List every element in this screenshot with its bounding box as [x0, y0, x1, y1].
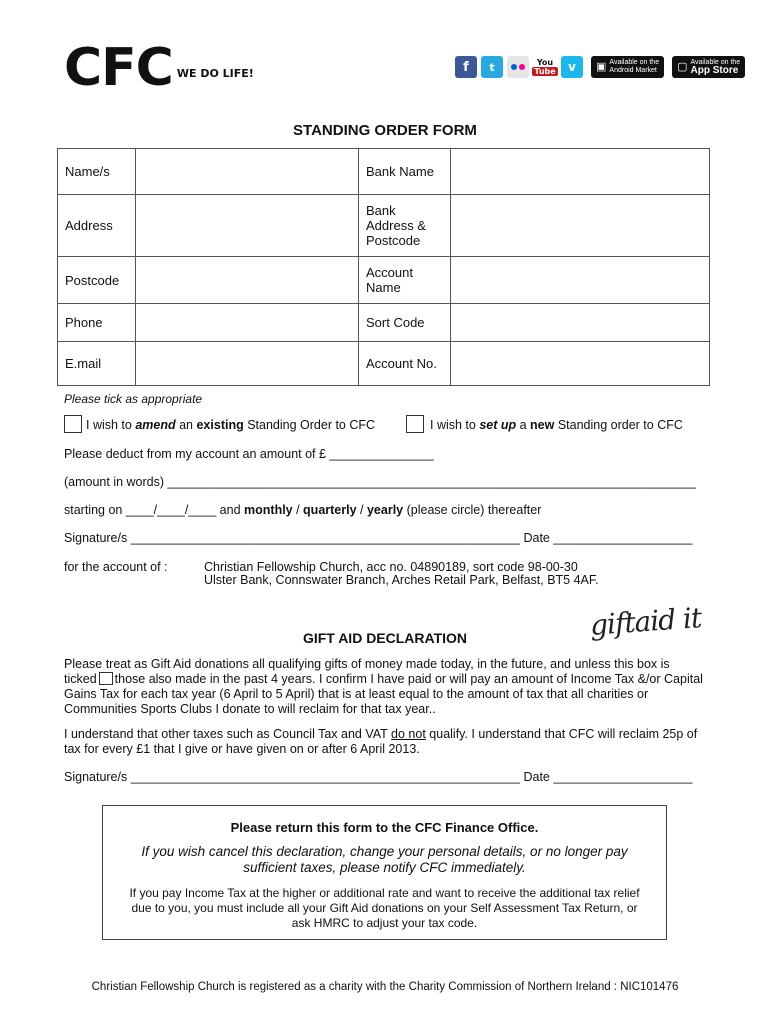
youtube-icon[interactable]: You Tube	[534, 58, 556, 76]
email-label: E.mail	[58, 342, 136, 386]
cfc-logo	[64, 38, 254, 98]
account-name-label: Account Name	[359, 257, 451, 304]
details-table	[57, 148, 710, 386]
account-of-label: for the account of :	[64, 560, 168, 574]
gift-aid-title: GIFT AID DECLARATION	[302, 630, 468, 646]
account-details-line1: Christian Fellowship Church, acc no. 04890189, sort code 98-00-30	[204, 560, 578, 574]
sort-code-field[interactable]	[451, 304, 710, 342]
account-details-line2: Ulster Bank, Connswater Branch, Arches Retail Park, Belfast, BT5 4AF.	[204, 573, 599, 587]
account-name-field[interactable]	[451, 257, 710, 304]
notice-small-text: If you pay Income Tax at the higher or additional rate and want to receive the additional tax relief due to you, you must include all your Gift Aid donations on your Self Assessment Tax Return, or ask HMRC to adjust your tax code.	[129, 886, 640, 930]
android-badge-line2: Android Market	[609, 67, 657, 74]
new-order-option-label: I wish to set up a new Standing order to CFC	[430, 418, 683, 432]
giftaid-logo: giftaid it	[588, 601, 703, 642]
notice-heading: Please return this form to the CFC Finance Office.	[230, 820, 539, 835]
amend-checkbox[interactable]	[64, 415, 82, 433]
social-links	[455, 56, 745, 78]
address-field[interactable]	[136, 195, 359, 257]
email-field[interactable]	[136, 342, 359, 386]
address-label: Address	[58, 195, 136, 257]
logo-tagline: WE DO LIFE!	[176, 67, 254, 80]
flickr-icon[interactable]	[507, 56, 529, 78]
past-years-checkbox[interactable]	[99, 672, 113, 685]
table-row	[58, 304, 710, 342]
appstore-badge-line1: Available on the	[690, 58, 741, 66]
signature-line-1[interactable]: Signature/s ________________________________________________________ Date ____________________	[64, 531, 693, 545]
sort-code-label: Sort Code	[359, 304, 451, 342]
name-field[interactable]	[136, 149, 359, 195]
vimeo-icon[interactable]: v	[561, 56, 583, 78]
android-market-badge[interactable]	[591, 56, 664, 78]
account-no-label: Account No.	[359, 342, 451, 386]
phone-label: Phone	[58, 304, 136, 342]
bank-name-label: Bank Name	[359, 149, 451, 195]
table-row	[58, 195, 710, 257]
table-row	[58, 342, 710, 386]
new-order-checkbox[interactable]	[406, 415, 424, 433]
logo-text: CFC	[64, 38, 173, 98]
twitter-icon[interactable]: t	[481, 56, 503, 78]
amount-in-words-line[interactable]: (amount in words) ____________________________________________________________________________	[64, 475, 696, 489]
deduct-amount-line[interactable]: Please deduct from my account an amount of £ _______________	[64, 447, 434, 461]
postcode-field[interactable]	[136, 257, 359, 304]
charity-footer: Christian Fellowship Church is registered as a charity with the Charity Commission of Northern Ireland : NIC101476	[91, 981, 679, 993]
amend-option-label: I wish to amend an existing Standing Order to CFC	[86, 418, 376, 432]
page-title: STANDING ORDER FORM	[293, 122, 477, 139]
starting-date-line[interactable]: starting on ____/____/____ and monthly / quarterly / yearly (please circle) thereafter	[64, 503, 542, 517]
phone-field[interactable]	[136, 304, 359, 342]
postcode-label: Postcode	[58, 257, 136, 304]
facebook-icon[interactable]: f	[455, 56, 477, 78]
bank-address-label: Bank Address & Postcode	[359, 195, 451, 257]
notice-box	[102, 805, 667, 940]
gift-aid-paragraph-1: Please treat as Gift Aid donations all qualifying gifts of money made today, in the future, and unless this box is ticked those also made in the past 4 years. I confirm I have paid or will pay an amount of Income Tax &/or Capital Gains Tax for each tax year (6 April to 5 April) that is at least equal to the amount of tax that all charities or Communities Sports Clubs I donate to will reclaim for that tax year..	[64, 657, 703, 716]
appstore-badge-line2: App Store	[690, 64, 739, 76]
signature-line-2[interactable]: Signature/s ________________________________________________________ Date ____________________	[64, 770, 693, 784]
bank-address-field[interactable]	[451, 195, 710, 257]
gift-aid-paragraph-2: I understand that other taxes such as Council Tax and VAT do not qualify. I understand that CFC will reclaim 25p of tax for every £1 that I give or have given on or after 6 April 2013.	[64, 727, 698, 756]
apple-icon: ▢	[677, 61, 688, 73]
android-icon: ▣	[596, 61, 607, 73]
table-row	[58, 149, 710, 195]
account-no-field[interactable]	[451, 342, 710, 386]
app-store-badge[interactable]	[672, 56, 745, 78]
android-badge-line1: Available on the	[609, 59, 660, 66]
tick-note: Please tick as appropriate	[64, 392, 203, 406]
table-row	[58, 257, 710, 304]
notice-italic-text: If you wish cancel this declaration, change your personal details, or no longer pay sufficient taxes, please notify CFC immediately.	[141, 844, 628, 875]
bank-name-field[interactable]	[451, 149, 710, 195]
name-label: Name/s	[58, 149, 136, 195]
